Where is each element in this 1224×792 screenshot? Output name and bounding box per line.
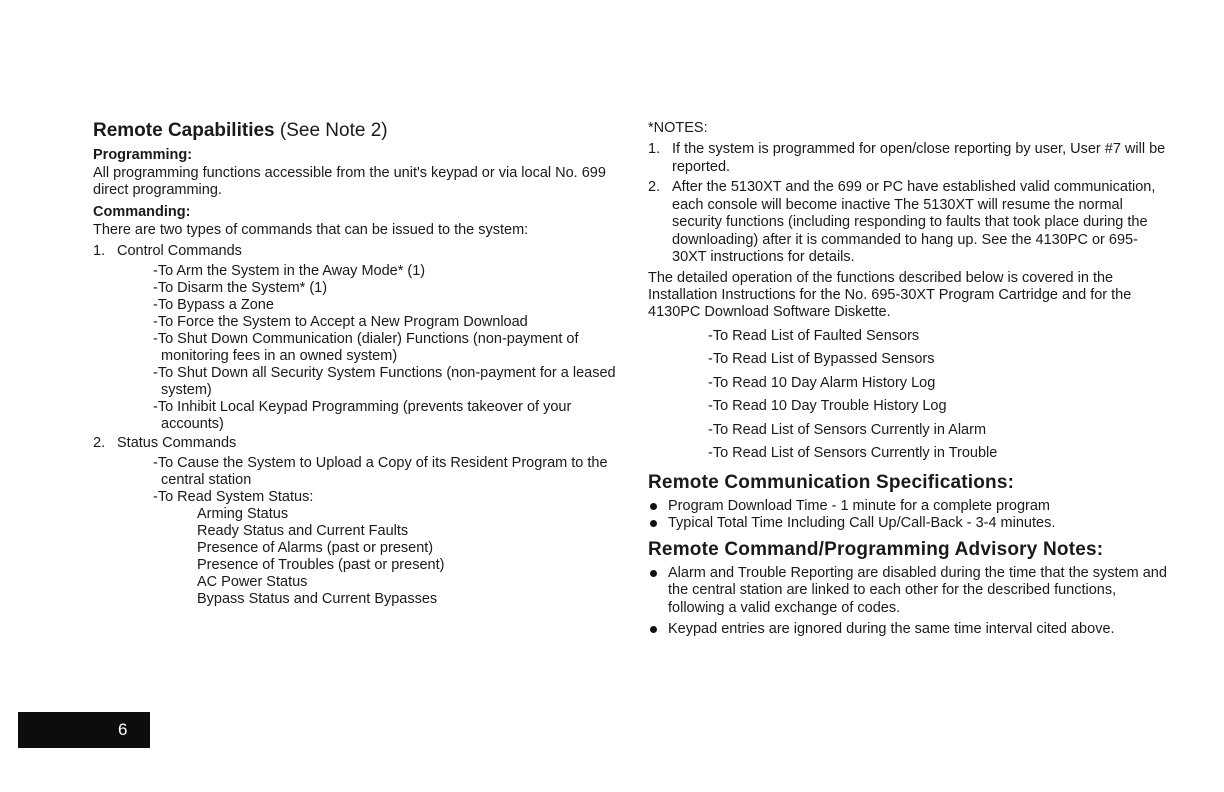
list-item: -To Read 10 Day Trouble History Log bbox=[708, 398, 947, 414]
system-status-sublist bbox=[161, 506, 623, 608]
bullet-text: Alarm and Trouble Reporting are disabled during the time that the system and the central station are linked to each other for the described functions, following a valid exchange of codes. bbox=[668, 564, 1167, 616]
status-commands-label: Status Commands bbox=[117, 435, 237, 451]
note-text: After the 5130XT and the 699 or PC have established valid communication, each console will become inactive The 5130XT will resume the normal security functions (including responding to faults that took place during the downloading) after it is commanded to hang up. See the 4130PC or 695-30XT instructions for details. bbox=[672, 179, 1156, 265]
list-item: Bypass Status and Current Bypasses bbox=[197, 591, 438, 607]
list-item bbox=[648, 565, 1168, 618]
list-item: -To Cause the System to Upload a Copy of its Resident Program to the central station bbox=[153, 455, 608, 488]
list-item: AC Power Status bbox=[197, 574, 308, 590]
programming-heading: Programming: bbox=[93, 147, 193, 163]
list-item: -To Bypass a Zone bbox=[153, 297, 274, 313]
list-item: Presence of Alarms (past or present) bbox=[197, 540, 434, 556]
detail-text: The detailed operation of the functions described below is covered in the Installation Instructions for the No. 695-30XT Program Cartridge and for the 4130PC Download Software Diskette. bbox=[648, 269, 1132, 320]
list-item: Arming Status bbox=[197, 506, 289, 522]
bullet-icon bbox=[650, 570, 657, 577]
list-item: -To Arm the System in the Away Mode* (1) bbox=[153, 263, 426, 279]
heading-note-text: (See Note 2) bbox=[279, 120, 388, 141]
list-item bbox=[648, 621, 1168, 639]
heading-bold-text: Remote Capabilities bbox=[93, 120, 275, 141]
list-item: -To Force the System to Accept a New Program Download bbox=[153, 314, 528, 330]
status-commands-item bbox=[93, 435, 623, 452]
programming-text: All programming functions accessible from the unit's keypad or via local No. 699 direct programming. bbox=[93, 165, 606, 198]
list-item: Ready Status and Current Faults bbox=[197, 523, 409, 539]
list-item: -To Read List of Sensors Currently in Trouble bbox=[708, 445, 998, 461]
commanding-text: There are two types of commands that can be issued to the system: bbox=[93, 222, 529, 238]
status-commands-number: 2. bbox=[93, 435, 106, 451]
list-item: -To Read List of Sensors Currently in Alarm bbox=[708, 421, 987, 438]
list-item: Presence of Troubles (past or present) bbox=[197, 557, 445, 573]
bullet-icon bbox=[650, 626, 657, 633]
list-item: -To Shut Down Communication (dialer) Functions (non-payment of monitoring fees in an owned system) bbox=[153, 331, 579, 364]
functions-list bbox=[648, 325, 1168, 466]
note-text: If the system is programmed for open/close reporting by user, User #7 will be reported. bbox=[672, 141, 1166, 175]
bullet-icon bbox=[650, 520, 657, 527]
page-number: 6 bbox=[118, 720, 128, 739]
commanding-heading: Commanding: bbox=[93, 204, 191, 220]
notes-label: *NOTES: bbox=[648, 120, 708, 136]
remote-capabilities-heading bbox=[93, 120, 623, 142]
bullet-text: Typical Total Time Including Call Up/Call-Back - 3-4 minutes. bbox=[668, 515, 1056, 531]
list-item: -To Disarm the System* (1) bbox=[153, 280, 328, 296]
list-item: -To Read List of Bypassed Sensors bbox=[708, 351, 935, 367]
bullet-text: Program Download Time - 1 minute for a complete program bbox=[668, 497, 1050, 514]
control-commands-label: Control Commands bbox=[117, 243, 242, 259]
status-commands-list bbox=[93, 455, 623, 608]
list-item: -To Shut Down all Security System Functions (non-payment for a leased system) bbox=[153, 365, 616, 398]
note-item bbox=[648, 179, 1168, 267]
communication-specs-list bbox=[648, 498, 1168, 533]
note-item bbox=[648, 141, 1168, 176]
bullet-text: Keypad entries are ignored during the same time interval cited above. bbox=[668, 621, 1115, 637]
control-commands-list bbox=[93, 263, 623, 433]
control-commands-item bbox=[93, 243, 623, 260]
list-item: -To Read List of Faulted Sensors bbox=[708, 327, 920, 344]
right-column bbox=[648, 120, 1168, 643]
list-item bbox=[648, 515, 1168, 533]
page-number-tab bbox=[18, 712, 150, 748]
bullet-icon bbox=[650, 503, 657, 510]
communication-specs-heading: Remote Communication Specifications: bbox=[648, 471, 1015, 493]
control-commands-number: 1. bbox=[93, 243, 106, 259]
list-item: -To Read 10 Day Alarm History Log bbox=[708, 374, 936, 391]
list-item: -To Inhibit Local Keypad Programming (prevents takeover of your accounts) bbox=[153, 399, 572, 432]
left-column bbox=[93, 120, 623, 610]
advisory-notes-heading: Remote Command/Programming Advisory Notes: bbox=[648, 538, 1104, 560]
list-item bbox=[648, 498, 1168, 516]
read-system-status-label: -To Read System Status: bbox=[153, 489, 314, 505]
advisory-notes-list bbox=[648, 565, 1168, 639]
note-number: 2. bbox=[648, 179, 661, 195]
list-item bbox=[153, 489, 623, 608]
note-number: 1. bbox=[648, 141, 661, 157]
